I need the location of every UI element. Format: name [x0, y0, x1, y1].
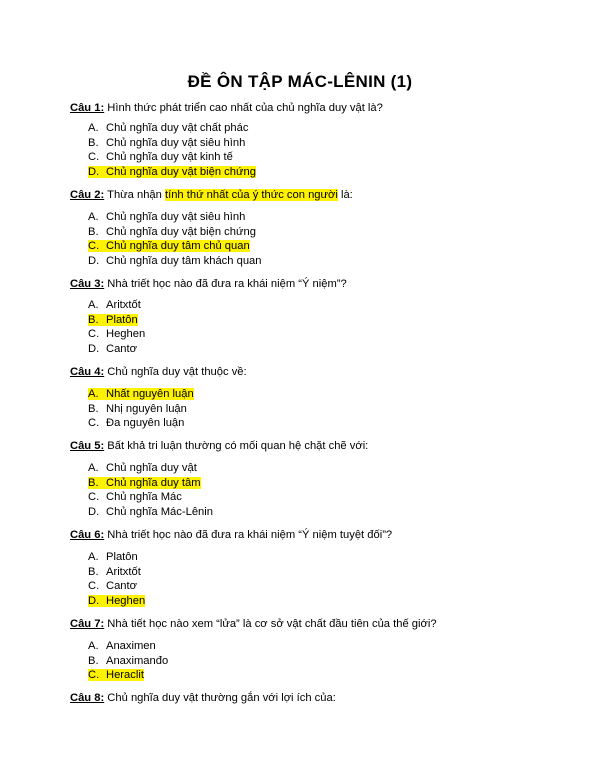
question-5: [70, 440, 368, 452]
option-a: A. Anaximen: [88, 640, 156, 652]
option-c: C. Đa nguyên luận: [88, 417, 185, 430]
question-text: Chủ nghĩa duy vật thuộc về:: [104, 366, 247, 378]
question-text: Bất khả tri luận thường có mối quan hệ chặt chẽ với:: [104, 440, 369, 452]
options-6: [88, 550, 145, 608]
option-b-answer: B. Chủ nghĩa duy tâm: [88, 476, 201, 489]
question-4: [70, 366, 247, 378]
option-a: A. Chủ nghĩa duy vật chất phác: [88, 122, 249, 134]
question-6: [70, 529, 392, 541]
question-3: [70, 278, 347, 290]
option-a: A. Platôn: [88, 551, 138, 563]
options-4: [88, 387, 194, 431]
option-c: C. Chủ nghĩa Mác: [88, 491, 182, 504]
option-d: D. Cantơ: [88, 342, 137, 355]
option-b: B. Aritxtốt: [88, 565, 141, 578]
options-7: [88, 639, 168, 683]
option-d: D. Chủ nghĩa Mác-Lênin: [88, 505, 213, 518]
highlighted-phrase: tính thứ nhất của ý thức con người: [164, 189, 338, 201]
question-label: Câu 6:: [70, 529, 105, 541]
option-d-answer: D. Chủ nghĩa duy vật biện chứng: [88, 165, 256, 178]
question-text: Chủ nghĩa duy vật thường gắn với lợi ích của:: [104, 692, 336, 704]
options-5: [88, 461, 213, 519]
option-c: C. Cantơ: [88, 580, 137, 593]
question-label: Câu 2:: [70, 189, 105, 201]
question-7: [70, 618, 437, 630]
question-label: Câu 8:: [70, 692, 105, 704]
option-c-answer: C. Heraclit: [88, 669, 144, 682]
question-label: Câu 1:: [70, 102, 105, 114]
question-8: [70, 692, 336, 704]
question-label: Câu 5:: [70, 440, 105, 452]
page-title: ĐỀ ÔN TẬP MÁC-LÊNIN (1): [187, 72, 413, 91]
question-label: Câu 4:: [70, 366, 105, 378]
option-b: B. Chủ nghĩa duy vật biện chứng: [88, 225, 256, 238]
question-text: Hình thức phát triển cao nhất của chủ nghĩa duy vật là?: [104, 102, 383, 114]
question-text: Nhà triết học nào đã đưa ra khái niệm “Ý niệm tuyệt đối”?: [104, 529, 393, 541]
options-3: [88, 298, 145, 356]
option-b-answer: B. Platôn: [88, 313, 138, 326]
question-text: Nhà triết học nào đã đưa ra khái niệm “Ý niệm”?: [104, 278, 347, 290]
option-a: A. Chủ nghĩa duy vật: [88, 462, 197, 474]
question-label: Câu 7:: [70, 618, 105, 630]
question-2: Câu 2: Thừa nhận tính thứ nhất của ý thức con người là:: [70, 189, 353, 201]
question-1: [70, 102, 383, 114]
options-2: [88, 210, 262, 268]
option-c: C. Heghen: [88, 328, 146, 341]
option-d: D. Chủ nghĩa duy tâm khách quan: [88, 254, 262, 267]
option-d-answer: D. Heghen: [88, 594, 146, 607]
option-b: B. Chủ nghĩa duy vật siêu hình: [88, 136, 246, 149]
option-a-answer: A. Nhất nguyên luận: [88, 388, 194, 400]
option-b: B. Nhị nguyên luận: [88, 402, 187, 415]
option-a: A. Chủ nghĩa duy vật siêu hình: [88, 211, 246, 223]
options-1: [88, 121, 256, 179]
question-label: Câu 3:: [70, 278, 105, 290]
option-a: A. Aritxtốt: [88, 299, 141, 311]
option-c: C. Chủ nghĩa duy vật kinh tế: [88, 151, 233, 164]
option-b: B. Anaximanđo: [88, 654, 169, 667]
question-text: Nhà tiết học nào xem “lửa” là cơ sở vật chất đầu tiên của thế giới?: [104, 618, 437, 630]
option-c-answer: C. Chủ nghĩa duy tâm chủ quan: [88, 240, 250, 253]
